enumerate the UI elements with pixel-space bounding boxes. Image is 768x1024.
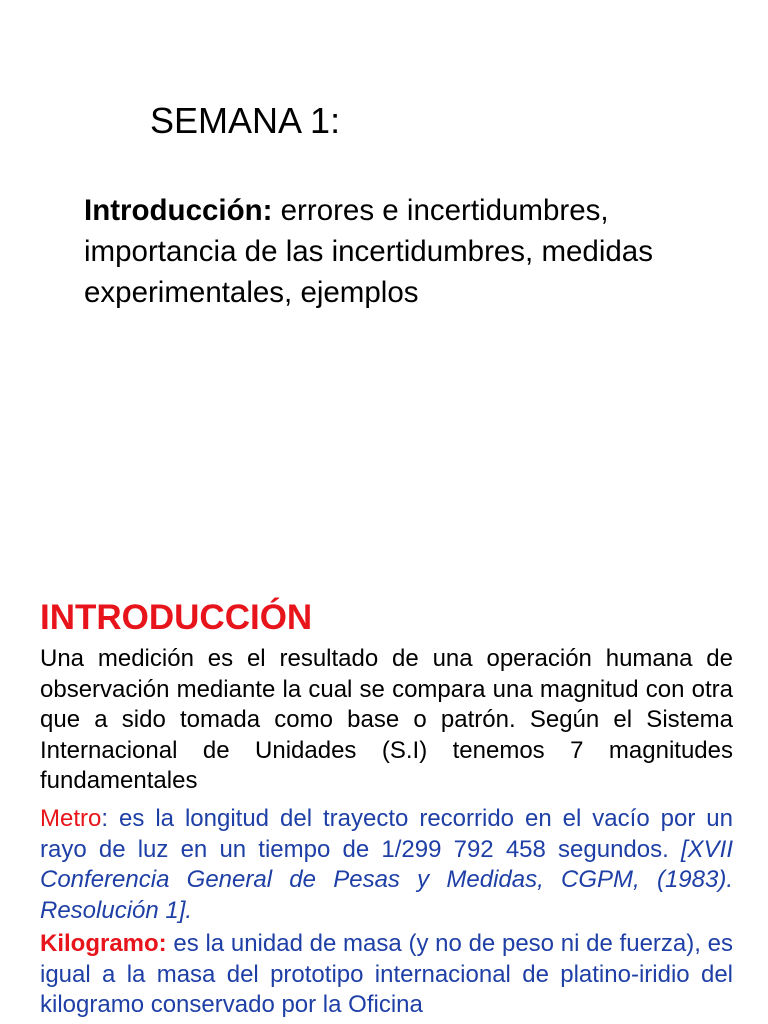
measurement-paragraph: Una medición es el resultado de una operación humana de observación mediante la cual se compara una magnitud con otra que a sido tomada como base o patrón. Según el Sistema Internacional de Unidades (S.I) tenemos 7 magnitudes fundamentales (40, 645, 733, 794)
intro-label: Introducción: (84, 194, 273, 227)
kilogramo-text: es la unidad de masa (y no de peso ni de fuerza), es igual a la masa del prototipo internacional de platino-iridio del kilogramo conservado por la Oficina (40, 930, 733, 1018)
metro-separator: : (101, 805, 119, 832)
metro-term: Metro (40, 805, 102, 832)
section-heading: INTRODUCCIÓN (40, 598, 313, 637)
intro-topics (84, 190, 724, 313)
week-title: SEMANA 1: (150, 100, 341, 141)
metro-text: es la longitud del trayecto recorrido en el vacío por un rayo de luz en un tiempo de 1/299 792 458 segundos. (40, 805, 733, 863)
metro-reference: [XVII Conferencia General de Pesas y Medidas, CGPM, (1983). Resolución 1]. (40, 835, 733, 924)
kilogramo-definition (40, 929, 733, 1021)
metro-definition (40, 804, 733, 926)
intro-text: errores e incertidumbres, importancia de las incertidumbres, medidas experimentales, ejemplos (84, 194, 653, 309)
kilogramo-term: Kilogramo: (40, 930, 167, 957)
